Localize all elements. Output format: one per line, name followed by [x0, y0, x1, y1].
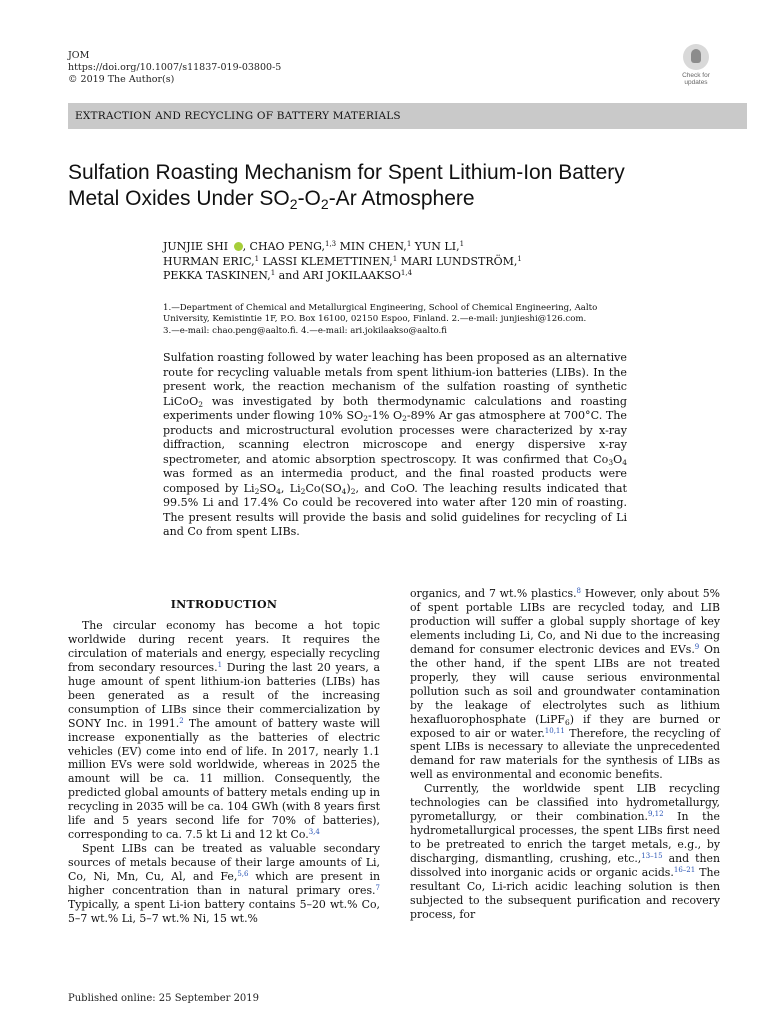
paragraph: organics, and 7 wt.% plastics.$^8$ However, only about 5% of spent portable LIBs are recycled today, and LIB production will suffer a global supply shortage of key elements including Li, Co, and Ni due to the increasing demand for consumer electronic devices and EVs.$^9$ On the other hand, if the spent LIBs are not treated properly, they will cause serious environmental pollution such as soil and groundwater contamination by the leakage of electrolytes such as lithium hexafluorophosphate (LiPF$_6$) if they are burned or exposed to air or water.$^{10,11}$ Therefore, the recycling of spent LIBs is necessary to alleviate the unprecedented demand for raw materials for the synthesis of LIBs as well as environmental and economic benefits.: [410, 587, 721, 782]
article-title: Sulfation Roasting Mechanism for Spent Lithium-Ion Battery Metal Oxides Under $SO_2-O_2-Ar$ Atmosphere: [68, 161, 625, 212]
section-band: EXTRACTION AND RECYCLING OF BATTERY MATERIALS: [68, 103, 747, 129]
affiliations: 1.—Department of Chemical and Metallurgical Engineering, School of Chemical Engineering, Aalto University, Kemistintie 1F, P.O. Box 16100, 02150 Espoo, Finland. 2.—e-mail: junjieshi@126.com. 3.—e-mail: chao.peng@aalto.fi. 4.—e-mail: ari.jokilaakso@aalto.fi: [163, 303, 598, 336]
paragraph: Currently, the worldwide spent LIB recycling technologies can be classified into hydrometallurgy, pyrometallurgy, or their combination.$^{9,12}$ In the hydrometallurgical processes, the spent LIBs first need to be pretreated to enrich the target metals, e.g., by discharging, dismantling, crushing, etc.,$^{13-15}$ and then dissolved into inorganic acids or organic acids.$^{16-21}$ The resultant Co, Li-rich acidic leaching solution is then subjected to the subsequent purification and recovery process, for: [410, 782, 720, 921]
citation-link[interactable]: 10,11: [544, 726, 565, 735]
section-heading: INTRODUCTION: [170, 598, 278, 611]
journal-name: JOM: [68, 50, 90, 61]
copyright-line: © 2019 The Author(s): [68, 74, 175, 85]
bookmark-icon: [683, 44, 709, 70]
abstract: Sulfation roasting followed by water leaching has been proposed as an alternative route for recycling valuable metals from spent lithium-ion batteries (LIBs). In the present work, the reaction mechanism of the sulfation roasting of synthetic LiCoO$_2$ was investigated by both thermodynamic calculations and roasting experiments under flowing 10% $SO_2-1\%$ $O_2-89\%$ Ar gas atmosphere at 700°C. The products and microstructural evolution processes were characterized by x-ray diffraction, scanning electron microscope and energy dispersive x-ray spectrometer, and atomic absorption spectroscopy. It was confirmed that $Co_3O_4$ was formed as an intermedia product, and the final roasted products were composed by $Li_2SO_4$, $Li_2Co(SO_4)_2$, and CoO. The leaching results indicated that 99.5% Li and 17.4% Co could be recovered into water after 120 min of roasting. The present results will provide the basis and solid guidelines for recycling of Li and Co from spent LIBs.: [163, 351, 628, 538]
citation-link[interactable]: 5,6: [237, 870, 249, 879]
doi-link[interactable]: https://doi.org/10.1007/s11837-019-03800-5: [68, 62, 282, 73]
right-column: [410, 587, 720, 922]
citation-link[interactable]: 9,12: [647, 810, 664, 819]
published-date: Published online: 25 September 2019: [68, 993, 260, 1004]
citation-link[interactable]: 13–15: [641, 852, 663, 861]
citation-link[interactable]: 16–21: [673, 866, 696, 875]
citation-link[interactable]: 9: [694, 642, 700, 651]
orcid-icon[interactable]: [234, 242, 243, 251]
paragraph: The circular economy has become a hot topic worldwide during recent years. It requires the circulation of materials and energy, especially recycling from secondary resources.$^1$ During the last 20 years, a huge amount of spent lithium-ion batteries (LIBs) has been generated as a result of the increasing consumption of LIBs since their commercialization by SONY Inc. in 1991.$^2$ The amount of battery waste will increase exponentially as the batteries of electric vehicles (EV) come into end of life. In 2017, nearly 1.1 million EVs were sold worldwide, whereas in 2025 the amount will be ca. 11 million. Consequently, the predicted global amounts of battery metals ending up in recycling in 2035 will be ca. 104 GWh (with 8 years first life and 5 years second life for 70% of batteries), corresponding to ca. 7.5 kt Li and 12 kt Co.$^{3,4}$: [68, 618, 380, 842]
citation-link[interactable]: 1: [217, 660, 223, 669]
author-list: JUNJIE SHI , CHAO PENG,$^{1,3}$ MIN CHEN,$^1$ YUN LI,$^1$ HURMAN ERIC,$^1$ LASSI KLEMETTINEN,$^1$ MARI LUNDSTRÖM,$^1$ PEKKA TASKINEN,$^1$ and ARI JOKILAAKSO$^{1,4}$: [163, 240, 522, 282]
badge-text: Check for updates: [682, 72, 710, 86]
check-for-updates-badge[interactable]: [672, 44, 720, 90]
citation-link[interactable]: 3,4: [308, 828, 320, 837]
journal-header: [68, 50, 281, 86]
citation-link[interactable]: 8: [576, 587, 582, 595]
left-column: [68, 598, 380, 926]
citation-link[interactable]: 7: [375, 884, 380, 893]
citation-link[interactable]: 2: [179, 716, 184, 725]
paragraph: Spent LIBs can be treated as valuable secondary sources of metals because of their large amounts of Li, Co, Ni, Mn, Cu, Al, and Fe,$^{5,6}$ which are present in higher concentration than in natural primary ores.$^7$ Typically, a spent Li-ion battery contains 5–20 wt.% Co, 5–7 wt.% Li, 5–7 wt.% Ni, 15 wt.%: [68, 842, 380, 925]
